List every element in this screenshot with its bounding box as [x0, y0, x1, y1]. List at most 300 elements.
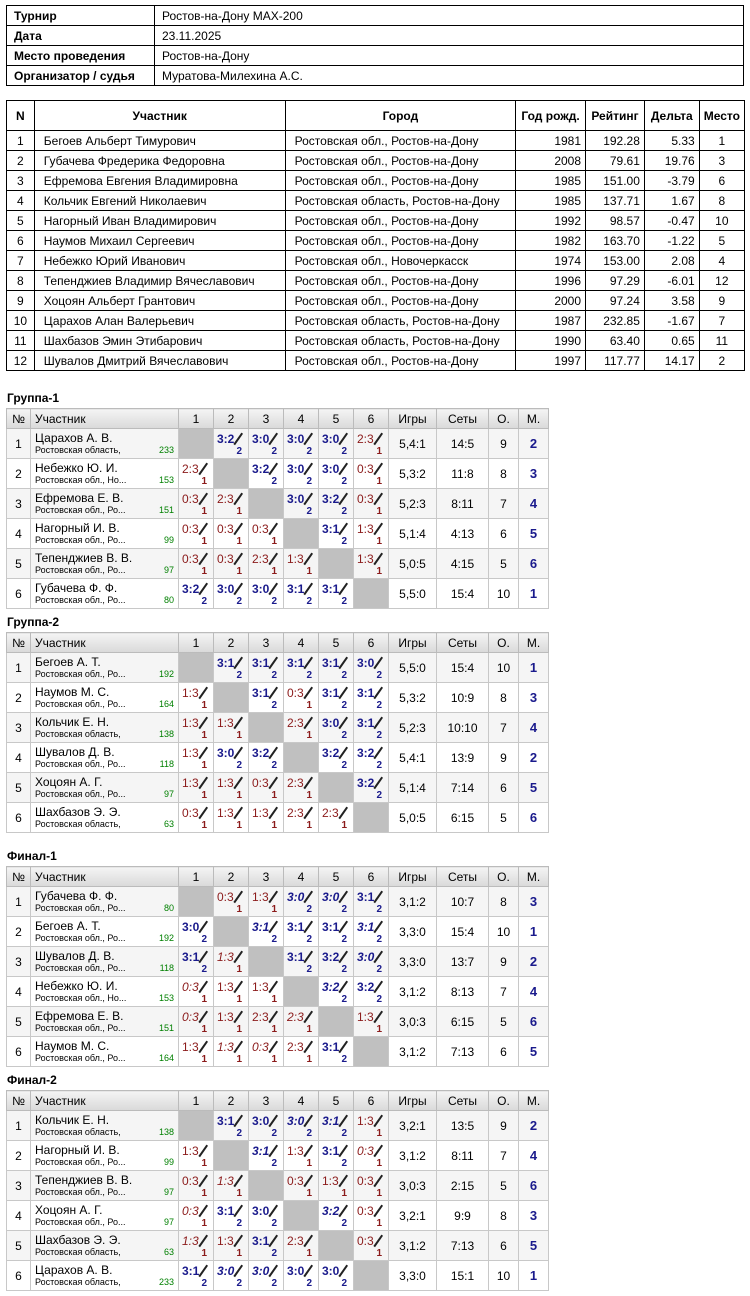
match-points: 1 [201, 994, 207, 1005]
match-score: 3:2 [357, 746, 375, 760]
match-points: 2 [341, 1218, 347, 1229]
match-result-cell[interactable] [319, 1141, 354, 1171]
col-1-header: 1 [179, 867, 214, 887]
match-points: 1 [236, 1054, 242, 1065]
player-name: Небежко Ю. И. [35, 461, 118, 475]
match-score: 3:1 [287, 950, 305, 964]
match-result-cell[interactable] [354, 1201, 389, 1231]
player-details [35, 904, 174, 913]
match-result-cell[interactable] [179, 579, 214, 609]
match-result-cell[interactable] [319, 917, 354, 947]
match-points: 2 [306, 596, 312, 607]
match-result-cell[interactable] [249, 653, 284, 683]
match-score: 3:2 [322, 1204, 340, 1218]
self-match-cell [214, 917, 249, 947]
group-table [6, 866, 549, 1067]
player-city: Ростовская обл., Ро... [35, 790, 126, 799]
match-result-cell[interactable] [179, 519, 214, 549]
player-points: 5 [489, 1171, 519, 1201]
match-points: 1 [376, 1128, 382, 1139]
match-result-cell[interactable] [284, 489, 319, 519]
match-result-cell[interactable] [214, 1201, 249, 1231]
player-cell [31, 1111, 179, 1141]
player-details [35, 760, 174, 769]
group-player-row [7, 887, 549, 917]
player-sets: 15:4 [437, 917, 489, 947]
player-games: 5,5:0 [389, 579, 437, 609]
player-place: 4 [519, 489, 549, 519]
score-slash-icon [268, 921, 277, 933]
match-result-cell[interactable] [179, 1007, 214, 1037]
match-result-cell[interactable] [214, 713, 249, 743]
score-slash-icon [268, 981, 277, 993]
col-header-birth-year: Год рожд. [516, 101, 586, 131]
col-games-header: Игры [389, 867, 437, 887]
match-result-cell[interactable] [354, 947, 389, 977]
match-result-cell[interactable] [354, 773, 389, 803]
match-score: 3:1 [287, 656, 305, 670]
group-player-row [7, 1007, 549, 1037]
match-points: 2 [271, 476, 277, 487]
match-result-cell[interactable] [354, 653, 389, 683]
player-number: 2 [7, 683, 31, 713]
player-place: 1 [519, 917, 549, 947]
match-result-cell[interactable] [354, 1007, 389, 1037]
match-result-cell[interactable] [284, 1037, 319, 1067]
match-result-cell[interactable] [284, 917, 319, 947]
match-score: 1:3 [357, 1010, 374, 1024]
match-result-cell[interactable] [319, 429, 354, 459]
player-city: Ростовская область, [35, 1128, 121, 1137]
match-result-cell[interactable] [319, 683, 354, 713]
match-points: 2 [201, 1278, 207, 1289]
player-rating: 153 [158, 993, 174, 1003]
match-result-cell[interactable] [249, 1141, 284, 1171]
player-rating: 153 [158, 475, 174, 485]
player-rating: 80 [163, 903, 174, 913]
participant-number: 2 [7, 151, 35, 171]
match-score: 1:3 [357, 1114, 374, 1128]
player-number: 1 [7, 653, 31, 683]
player-points: 9 [489, 743, 519, 773]
match-result-cell[interactable] [319, 1261, 354, 1291]
match-result-cell[interactable] [214, 549, 249, 579]
match-result-cell[interactable] [319, 887, 354, 917]
match-result-cell[interactable] [179, 1037, 214, 1067]
match-result-cell[interactable] [284, 887, 319, 917]
match-result-cell[interactable] [284, 947, 319, 977]
player-cell [31, 519, 179, 549]
match-points: 1 [236, 566, 242, 577]
participant-place: 3 [699, 151, 744, 171]
match-result-cell[interactable] [214, 1231, 249, 1261]
match-score: 0:3 [287, 1174, 304, 1188]
player-games: 5,4:1 [389, 743, 437, 773]
match-result-cell[interactable] [249, 1007, 284, 1037]
match-result-cell[interactable] [354, 887, 389, 917]
match-result-cell[interactable] [284, 713, 319, 743]
info-key: Турнир [7, 6, 155, 26]
match-result-cell[interactable] [179, 773, 214, 803]
player-place: 2 [519, 743, 549, 773]
match-result-cell[interactable] [179, 1261, 214, 1291]
player-number: 5 [7, 773, 31, 803]
score-slash-icon [303, 583, 312, 595]
player-details [35, 1218, 174, 1227]
match-result-cell[interactable] [214, 977, 249, 1007]
participant-row [7, 311, 745, 331]
col-participant-header: Участник [31, 1091, 179, 1111]
match-result-cell[interactable] [179, 713, 214, 743]
match-result-cell[interactable] [319, 977, 354, 1007]
match-result-cell[interactable] [354, 549, 389, 579]
match-result-cell[interactable] [249, 1231, 284, 1261]
player-rating: 151 [158, 505, 174, 515]
participant-birth-year: 1985 [516, 191, 586, 211]
match-score: 3:1 [182, 1264, 200, 1278]
match-result-cell[interactable] [354, 429, 389, 459]
match-score: 3:1 [287, 920, 305, 934]
match-result-cell[interactable] [214, 429, 249, 459]
match-result-cell[interactable] [179, 549, 214, 579]
player-rating: 233 [158, 1277, 174, 1287]
match-result-cell[interactable] [354, 1111, 389, 1141]
score-slash-icon [338, 493, 347, 505]
match-result-cell[interactable] [319, 519, 354, 549]
player-cell [31, 713, 179, 743]
match-result-cell[interactable] [354, 1231, 389, 1261]
match-score: 3:0 [287, 492, 305, 506]
match-result-cell[interactable] [249, 1037, 284, 1067]
participant-place: 12 [699, 271, 744, 291]
score-slash-icon [233, 433, 242, 445]
player-sets: 8:11 [437, 1141, 489, 1171]
match-points: 1 [201, 566, 207, 577]
player-points: 5 [489, 803, 519, 833]
match-score: 3:0 [287, 890, 305, 904]
match-result-cell[interactable] [284, 579, 319, 609]
match-result-cell[interactable] [214, 1171, 249, 1201]
match-points: 1 [376, 536, 382, 547]
match-result-cell[interactable] [214, 803, 249, 833]
match-result-cell[interactable] [249, 683, 284, 713]
player-sets: 4:15 [437, 549, 489, 579]
participant-name: Царахов Алан Валерьевич [34, 311, 285, 331]
participant-birth-year: 2000 [516, 291, 586, 311]
match-result-cell[interactable] [284, 803, 319, 833]
match-result-cell[interactable] [249, 1111, 284, 1141]
match-result-cell[interactable] [249, 1201, 284, 1231]
match-result-cell[interactable] [214, 489, 249, 519]
score-slash-icon [198, 747, 207, 759]
match-points: 2 [306, 964, 312, 975]
score-slash-icon [268, 553, 277, 565]
match-result-cell[interactable] [354, 917, 389, 947]
match-result-cell[interactable] [249, 519, 284, 549]
col-points-header: О. [489, 633, 519, 653]
player-place: 3 [519, 887, 549, 917]
match-result-cell[interactable] [319, 489, 354, 519]
info-row [7, 26, 744, 46]
match-result-cell[interactable] [179, 917, 214, 947]
player-number: 5 [7, 549, 31, 579]
score-slash-icon [268, 747, 277, 759]
score-slash-icon [233, 951, 242, 963]
match-result-cell[interactable] [354, 459, 389, 489]
player-city: Ростовская обл., Ро... [35, 596, 126, 605]
match-points: 1 [201, 1054, 207, 1065]
match-result-cell[interactable] [179, 489, 214, 519]
match-result-cell[interactable] [214, 579, 249, 609]
match-result-cell[interactable] [249, 1261, 284, 1291]
score-slash-icon [373, 1205, 382, 1217]
col-2-header: 2 [214, 1091, 249, 1111]
info-value: 23.11.2025 [155, 26, 744, 46]
match-result-cell[interactable] [319, 1171, 354, 1201]
player-details [35, 1054, 174, 1063]
match-result-cell[interactable] [214, 653, 249, 683]
match-score: 3:2 [217, 432, 235, 446]
match-result-cell[interactable] [284, 1171, 319, 1201]
participant-rating: 163.70 [586, 231, 645, 251]
participant-place: 4 [699, 251, 744, 271]
match-score: 2:3 [287, 776, 304, 790]
player-sets: 13:7 [437, 947, 489, 977]
match-result-cell[interactable] [214, 743, 249, 773]
group-player-row [7, 429, 549, 459]
player-place: 5 [519, 773, 549, 803]
match-result-cell[interactable] [319, 743, 354, 773]
match-result-cell[interactable] [319, 1201, 354, 1231]
player-name: Наумов М. С. [35, 685, 110, 699]
col-points-header: О. [489, 1091, 519, 1111]
score-slash-icon [233, 1265, 242, 1277]
player-points: 5 [489, 549, 519, 579]
match-result-cell[interactable] [284, 683, 319, 713]
match-score: 2:3 [287, 1234, 304, 1248]
match-points: 1 [201, 1024, 207, 1035]
score-slash-icon [268, 1115, 277, 1127]
match-result-cell[interactable] [354, 683, 389, 713]
group-player-row [7, 1111, 549, 1141]
match-result-cell[interactable] [354, 977, 389, 1007]
match-points: 2 [271, 760, 277, 771]
player-city: Ростовская обл., Ро... [35, 700, 126, 709]
match-result-cell[interactable] [354, 743, 389, 773]
participant-number: 11 [7, 331, 35, 351]
player-city: Ростовская область, [35, 730, 121, 739]
match-result-cell[interactable] [214, 519, 249, 549]
match-result-cell[interactable] [179, 1201, 214, 1231]
player-rating: 99 [163, 535, 174, 545]
match-points: 1 [236, 820, 242, 831]
participant-row [7, 151, 745, 171]
self-match-cell [214, 459, 249, 489]
player-games: 3,1:2 [389, 1231, 437, 1261]
match-points: 2 [201, 964, 207, 975]
match-score: 2:3 [252, 552, 269, 566]
group-player-row [7, 579, 549, 609]
participant-row [7, 351, 745, 371]
player-games: 3,3:0 [389, 917, 437, 947]
participant-number: 9 [7, 291, 35, 311]
match-result-cell[interactable] [249, 743, 284, 773]
col-points-header: О. [489, 409, 519, 429]
match-score: 3:1 [252, 920, 270, 934]
player-name: Кольчик Е. Н. [35, 1113, 110, 1127]
match-result-cell[interactable] [179, 1141, 214, 1171]
match-points: 2 [341, 904, 347, 915]
player-place: 2 [519, 1111, 549, 1141]
match-result-cell[interactable] [284, 1141, 319, 1171]
match-result-cell[interactable] [354, 1141, 389, 1171]
col-6-header: 6 [354, 633, 389, 653]
info-row [7, 66, 744, 86]
participant-rating: 98.57 [586, 211, 645, 231]
match-result-cell[interactable] [249, 887, 284, 917]
player-name: Шахбазов Э. Э. [35, 1233, 121, 1247]
match-result-cell[interactable] [284, 1261, 319, 1291]
match-points: 1 [271, 904, 277, 915]
player-rating: 192 [158, 933, 174, 943]
player-city: Ростовская обл., Ро... [35, 1218, 126, 1227]
match-points: 2 [341, 994, 347, 1005]
match-points: 2 [341, 730, 347, 741]
match-points: 1 [201, 1188, 207, 1199]
match-result-cell[interactable] [249, 429, 284, 459]
match-result-cell[interactable] [319, 459, 354, 489]
group-title: Финал-1 [7, 849, 57, 863]
score-slash-icon [373, 951, 382, 963]
group-player-row [7, 743, 549, 773]
player-details [35, 1188, 174, 1197]
match-result-cell[interactable] [179, 683, 214, 713]
score-slash-icon [198, 921, 207, 933]
match-result-cell[interactable] [354, 489, 389, 519]
player-sets: 15:1 [437, 1261, 489, 1291]
match-result-cell[interactable] [214, 1261, 249, 1291]
score-slash-icon [233, 583, 242, 595]
match-result-cell[interactable] [284, 459, 319, 489]
match-points: 2 [271, 1278, 277, 1289]
match-result-cell[interactable] [179, 947, 214, 977]
player-city: Ростовская обл., Ро... [35, 934, 126, 943]
match-result-cell[interactable] [319, 653, 354, 683]
match-result-cell[interactable] [214, 947, 249, 977]
match-points: 1 [271, 820, 277, 831]
match-result-cell[interactable] [319, 947, 354, 977]
match-score: 3:2 [357, 980, 375, 994]
self-match-cell [214, 683, 249, 713]
match-result-cell[interactable] [354, 713, 389, 743]
match-result-cell[interactable] [214, 773, 249, 803]
group-table [6, 632, 549, 833]
player-cell [31, 917, 179, 947]
match-result-cell[interactable] [354, 519, 389, 549]
match-result-cell[interactable] [214, 1111, 249, 1141]
col-5-header: 5 [319, 409, 354, 429]
match-result-cell[interactable] [249, 459, 284, 489]
player-place: 4 [519, 977, 549, 1007]
score-slash-icon [338, 1041, 347, 1053]
match-result-cell[interactable] [249, 773, 284, 803]
player-city: Ростовская область, [35, 1278, 121, 1287]
match-result-cell[interactable] [179, 743, 214, 773]
match-result-cell[interactable] [284, 1111, 319, 1141]
match-score: 1:3 [217, 950, 234, 964]
match-score: 3:1 [252, 686, 270, 700]
match-result-cell[interactable] [284, 429, 319, 459]
score-slash-icon [303, 807, 312, 819]
player-games: 3,2:1 [389, 1111, 437, 1141]
player-cell [31, 683, 179, 713]
match-score: 3:0 [252, 432, 270, 446]
player-rating: 80 [163, 595, 174, 605]
match-result-cell[interactable] [284, 1007, 319, 1037]
player-number: 6 [7, 579, 31, 609]
match-points: 1 [306, 820, 312, 831]
match-result-cell[interactable] [179, 977, 214, 1007]
match-result-cell[interactable] [179, 459, 214, 489]
match-result-cell[interactable] [249, 803, 284, 833]
match-result-cell[interactable] [214, 1007, 249, 1037]
match-result-cell[interactable] [249, 917, 284, 947]
match-result-cell[interactable] [214, 1037, 249, 1067]
player-games: 5,1:4 [389, 773, 437, 803]
player-rating: 63 [163, 1247, 174, 1257]
match-result-cell[interactable] [249, 977, 284, 1007]
match-result-cell[interactable] [284, 549, 319, 579]
match-result-cell[interactable] [284, 773, 319, 803]
player-details [35, 1278, 174, 1287]
match-result-cell[interactable] [249, 549, 284, 579]
player-city: Ростовская область, [35, 820, 121, 829]
match-result-cell[interactable] [179, 1231, 214, 1261]
match-points: 2 [306, 1278, 312, 1289]
match-result-cell[interactable] [249, 579, 284, 609]
player-cell [31, 459, 179, 489]
player-cell [31, 947, 179, 977]
match-result-cell[interactable] [284, 1231, 319, 1261]
match-result-cell[interactable] [214, 887, 249, 917]
col-2-header: 2 [214, 633, 249, 653]
match-result-cell[interactable] [354, 1171, 389, 1201]
match-result-cell[interactable] [179, 1171, 214, 1201]
score-slash-icon [373, 493, 382, 505]
match-points: 2 [376, 700, 382, 711]
match-result-cell[interactable] [179, 803, 214, 833]
match-points: 1 [306, 1248, 312, 1259]
match-result-cell[interactable] [319, 1037, 354, 1067]
player-name: Ефремова Е. В. [35, 491, 124, 505]
score-slash-icon [338, 981, 347, 993]
player-number: 5 [7, 1231, 31, 1261]
self-match-cell [249, 1171, 284, 1201]
match-result-cell[interactable] [319, 713, 354, 743]
match-result-cell[interactable] [319, 803, 354, 833]
match-score: 3:0 [252, 582, 270, 596]
score-slash-icon [268, 807, 277, 819]
player-points: 9 [489, 429, 519, 459]
player-place: 3 [519, 1201, 549, 1231]
participant-place: 9 [699, 291, 744, 311]
player-details [35, 476, 174, 485]
score-slash-icon [373, 891, 382, 903]
match-result-cell[interactable] [284, 653, 319, 683]
match-result-cell[interactable] [319, 1111, 354, 1141]
match-points: 1 [236, 506, 242, 517]
match-result-cell[interactable] [319, 579, 354, 609]
